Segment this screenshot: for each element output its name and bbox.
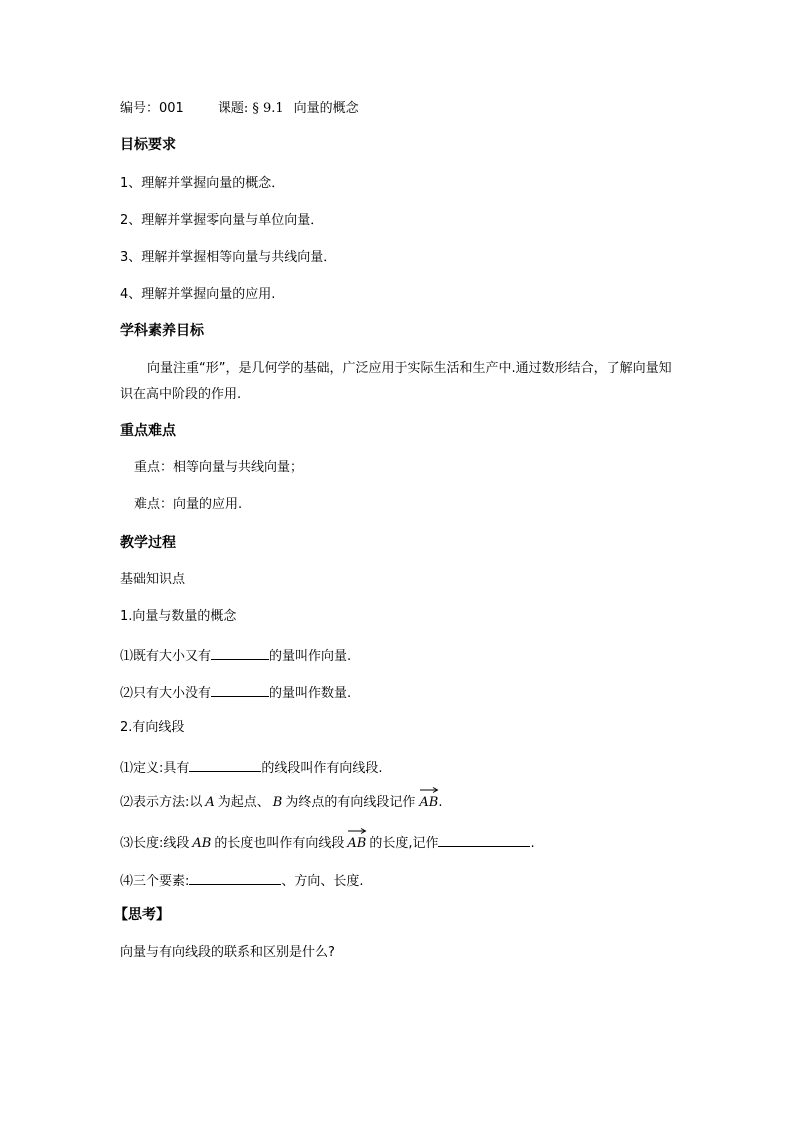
vector-ab-label: AB — [419, 795, 439, 810]
s2-item-2-text-c: 为终点的有向线段记作 — [285, 795, 416, 810]
s2-item-2 — [120, 794, 442, 812]
blank-3[interactable] — [189, 757, 261, 772]
objective-item-1: 1、理解并掌握向量的概念． — [120, 176, 285, 191]
literacy-paragraph: 向量注重“形”，是几何学的基础，广泛应用于实际生活和生产中.通过数形结合，了解向量知识在高中阶段的作用. — [120, 361, 672, 402]
blank-5[interactable] — [189, 870, 281, 885]
vector-arrow-icon — [419, 787, 439, 793]
basics-heading: 基础知识点 — [120, 572, 186, 587]
key-points-heading: 重点难点 — [120, 423, 176, 439]
s2-item-2-end: . — [438, 795, 443, 810]
s2-item-3-text-a: ⑶长度:线段 — [120, 836, 190, 851]
section1-title: 1.向量与数量的概念 — [120, 609, 237, 624]
vector-arrow-icon — [347, 828, 367, 834]
key-point-text: 重点：相等向量与共线向量； — [134, 460, 304, 475]
topic-title: 向量的概念 — [293, 101, 359, 116]
s2-item-3 — [120, 832, 535, 853]
literacy-heading: 学科素养目标 — [120, 323, 204, 339]
s2-item-3-text-c: 的长度,记作 — [369, 836, 439, 851]
s1-item-2-before: ⑵只有大小没有 — [120, 686, 212, 701]
s1-item-1 — [120, 645, 351, 666]
vector-ab-2-label: AB — [347, 836, 367, 851]
blank-2[interactable] — [211, 682, 269, 697]
objective-item-4: 4、理解并掌握向量的应用. — [120, 287, 276, 302]
objective-item-3: 3、理解并掌握相等向量与共线向量． — [120, 250, 337, 265]
s2-item-2-text-a: ⑵表示方法:以 — [120, 795, 203, 810]
s2-item-1-before: ⑴定义:具有 — [120, 761, 190, 776]
blank-4[interactable] — [438, 832, 530, 847]
topic-label: 课题: § 9.1 — [217, 101, 284, 116]
blank-1[interactable] — [211, 645, 269, 660]
s2-item-2-text-b: 为起点、 — [217, 795, 270, 810]
point-a-symbol: A — [205, 795, 215, 810]
point-b-symbol: B — [272, 795, 283, 810]
s2-item-4-after: 、方向、长度. — [281, 874, 364, 889]
s2-item-3-text-b: 的长度也叫作有向线段 — [214, 836, 345, 851]
s2-item-1-after: 的线段叫作有向线段. — [261, 761, 383, 776]
s1-item-2-after: 的量叫作数量. — [269, 686, 352, 701]
think-question: 向量与有向线段的联系和区别是什么? — [120, 945, 335, 960]
s2-item-4-before: ⑷三个要素: — [120, 874, 190, 889]
process-heading: 教学过程 — [120, 535, 176, 551]
s2-item-1 — [120, 757, 383, 778]
segment-ab-symbol: AB — [192, 836, 212, 851]
s1-item-2 — [120, 682, 351, 703]
section2-title: 2.有向线段 — [120, 720, 185, 735]
objectives-heading: 目标要求 — [120, 137, 176, 153]
s1-item-1-after: 的量叫作向量. — [269, 649, 352, 664]
difficult-point-text: 难点：向量的应用. — [134, 497, 243, 512]
objective-item-2: 2、理解并掌握零向量与单位向量． — [120, 213, 324, 228]
document-number: 编号：001 — [120, 101, 184, 116]
s1-item-1-before: ⑴既有大小又有 — [120, 649, 212, 664]
vector-ab-2 — [347, 835, 366, 853]
s2-item-4 — [120, 870, 364, 891]
s2-item-3-end: . — [530, 836, 535, 851]
header-line — [120, 100, 359, 118]
think-heading: 【思考】 — [114, 907, 170, 923]
vector-ab — [419, 794, 438, 812]
